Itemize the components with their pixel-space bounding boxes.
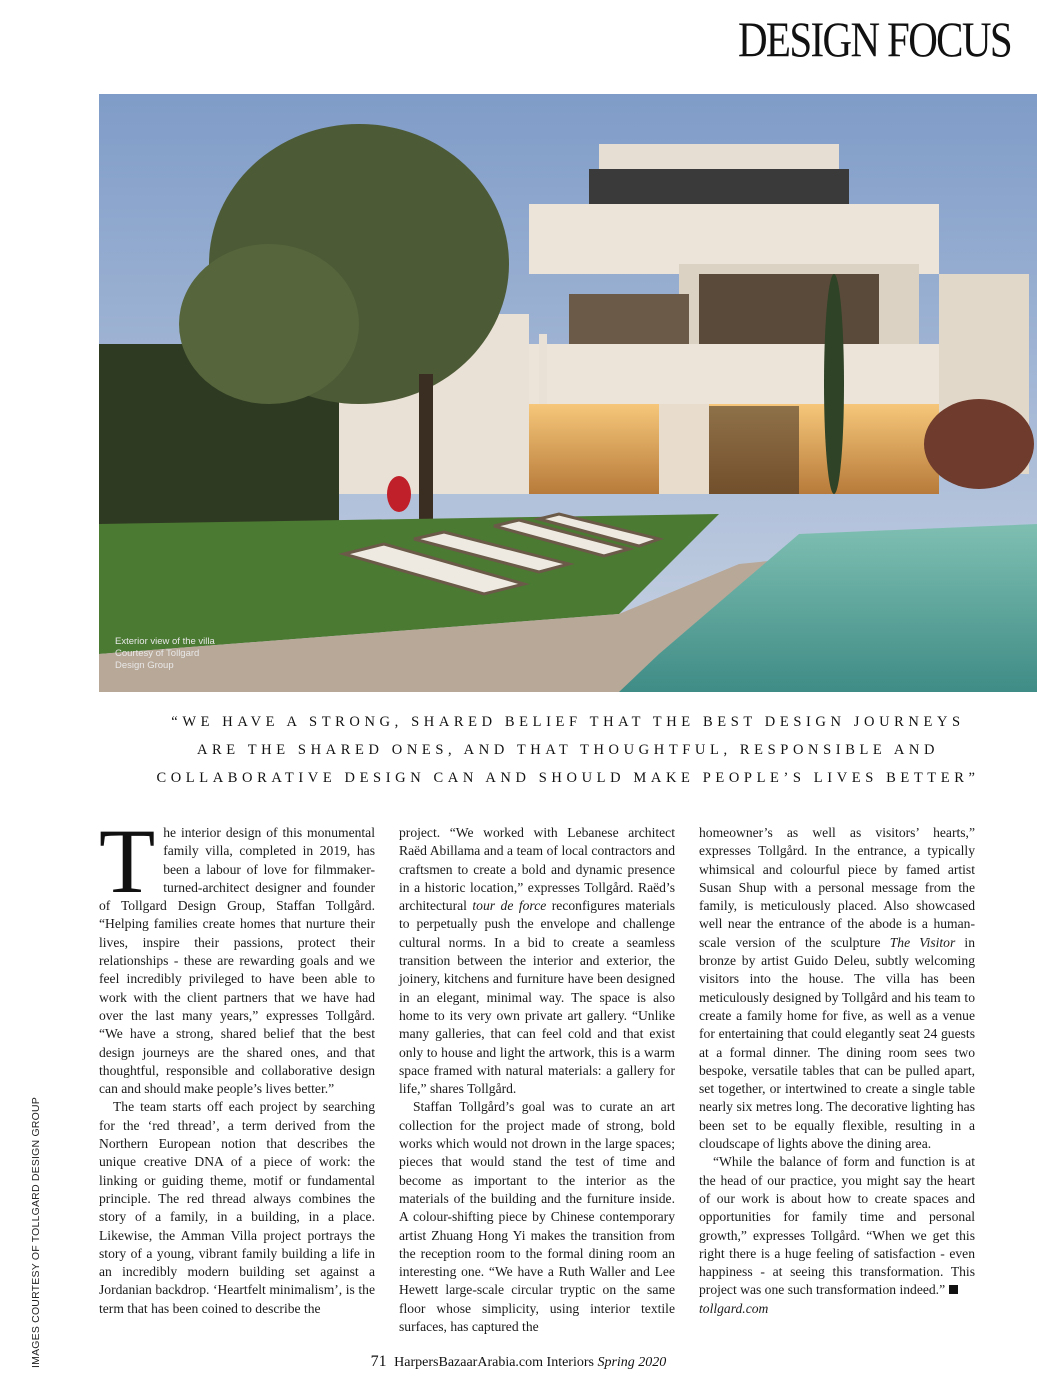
pull-quote [99, 708, 1037, 792]
hero-image [99, 94, 1037, 692]
paragraph-text: homeowner’s as well as visitors’ hearts,” expresses Tollgård. In the entrance, a typically whimsical and colourful piece by famed artist Susan Shup with a personal message from the family, is meticulously placed. Also showcased well near the entrance of the abode is a human-scale version of the sculpture [699, 825, 975, 950]
image-credit: IMAGES COURTESY OF TOLLGARD DESIGN GROUP [30, 1097, 42, 1368]
column-3 [699, 824, 975, 1336]
photo-caption [115, 636, 265, 672]
paragraph: Staffan Tollgård’s goal was to curate an art collection for the project made of strong, bold works which would not drown in the large spaces; pieces that would stand the test of time and become as important to the interior as the materials of the building and the furniture inside. A colour-shifting piece by Chinese contemporary artist Zhuang Hong Yi makes the transition from the reception room to the formal dining room an interesting one. “We have a Ruth Waller and Lee Hewett large-scale circular tryptic on the same floor whose simplicity, using interior textile surfaces, has captured the [399, 1099, 675, 1335]
paragraph-text: project. “We worked with Lebanese architect Raëd Abillama and a team of local contractors and craftsmen to create a bold and dynamic presence in a historic location,” expresses Tollgård. Raëd’s architectural [399, 825, 675, 914]
column-1 [99, 810, 375, 1336]
italic-term: tour de force [472, 898, 547, 914]
article-body [99, 810, 1007, 1336]
paragraph-text: “While the balance of form and function is at the head of our practice, you might say the heart of our work is about how to create spaces and opportunities for family time and personal growth,” expresses Tollgård. “When we get this right there is a huge feeling of satisfaction - even happiness - at seeing this transformation. This project was one such transformation indeed.” [699, 1154, 975, 1298]
section-title: DESIGN FOCUS [737, 11, 1011, 67]
footer-section: Interiors [546, 1355, 594, 1370]
paragraph [699, 1153, 975, 1318]
villa-illustration [99, 94, 1037, 692]
caption-line: Courtesy of Tollgard [115, 648, 200, 659]
website-link[interactable]: tollgard.com [699, 1300, 769, 1316]
paragraph [399, 824, 675, 1098]
pull-quote-line: “WE HAVE A STRONG, SHARED BELIEF THAT THE BEST DESIGN JOURNEYS [171, 714, 965, 730]
page-footer [0, 1353, 1037, 1371]
caption-line: Exterior view of the villa [115, 636, 215, 647]
column-2 [399, 824, 675, 1336]
drop-cap: T [99, 810, 156, 912]
pull-quote-line: ARE THE SHARED ONES, AND THAT THOUGHTFUL, RESPONSIBLE AND [196, 742, 940, 758]
italic-term: The Visitor [889, 934, 956, 950]
paragraph-text: reconfigures materials to perpetually push the envelope and challenge cultural norms. In a bid to create a seamless transition between the interior and exterior, the joinery, kitchens and furniture have been designed in an elegant, minimal way. The space is also home to its very own private art gallery. “Unlike many galleries, that can feel cold and that exist only to house and light the artwork, this is a warm space framed with natural materials: a gallery for life,” shares Tollgård. [399, 898, 675, 1097]
paragraph [699, 824, 975, 1153]
caption-line: Design Group [115, 660, 174, 671]
paragraph-text: in bronze by artist Guido Deleu, subtly welcoming visitors into the house. The villa has been meticulously designed by Tollgård and his team to create a family home for five, as well as a venue for entertaining that could elegantly seat 24 guests at a formal dinner. The dining room sees two bespoke, versatile tables that can be pulled apart, set together, or intertwined to create a single table nearly six metres long. The decorative lighting has been set to be equally flexible, resulting in a cloudscape of lights above the dining area. [699, 934, 975, 1152]
end-mark-icon [949, 1285, 958, 1294]
pull-quote-line: COLLABORATIVE DESIGN CAN AND SHOULD MAKE PEOPLE’S LIVES BETTER” [156, 770, 980, 786]
page-number: 71 [370, 1353, 387, 1370]
footer-season: Spring 2020 [597, 1355, 667, 1370]
footer-site: HarpersBazaarArabia.com [394, 1355, 544, 1370]
paragraph: The team starts off each project by searching for the ‘red thread’, a term derived from the Northern European notion that describes the unique creative DNA of a piece of work: the linking or guiding theme, motif or fundamental principle. The red thread always combines the story of a family, in a building, in a place. Likewise, the Amman Villa project portrays the story of a young, vibrant family building a life in an incredibly modern building set against a Jordanian backdrop. ‘Heartfelt minimalism’, is the term that has been coined to describe the [99, 1099, 375, 1316]
paragraph [99, 810, 375, 1098]
paragraph-text: he interior design of this monumental family villa, completed in 2019, has been a labour of love for filmmaker-turned-architect designer and founder of Tollgard Design Group, Staffan Tollgård. “Helping families create homes that nurture their lives, inspire their passions, protect their relationships - these are rewarding goals and we feel incredibly privileged to have been able to work with the client partners that we have had over the last many years,” expresses Tollgård. “We have a strong, shared belief that the best design journeys are the shared ones, and that thoughtful, responsible and collaborative design can and should make people’s lives better.” [99, 825, 375, 1097]
